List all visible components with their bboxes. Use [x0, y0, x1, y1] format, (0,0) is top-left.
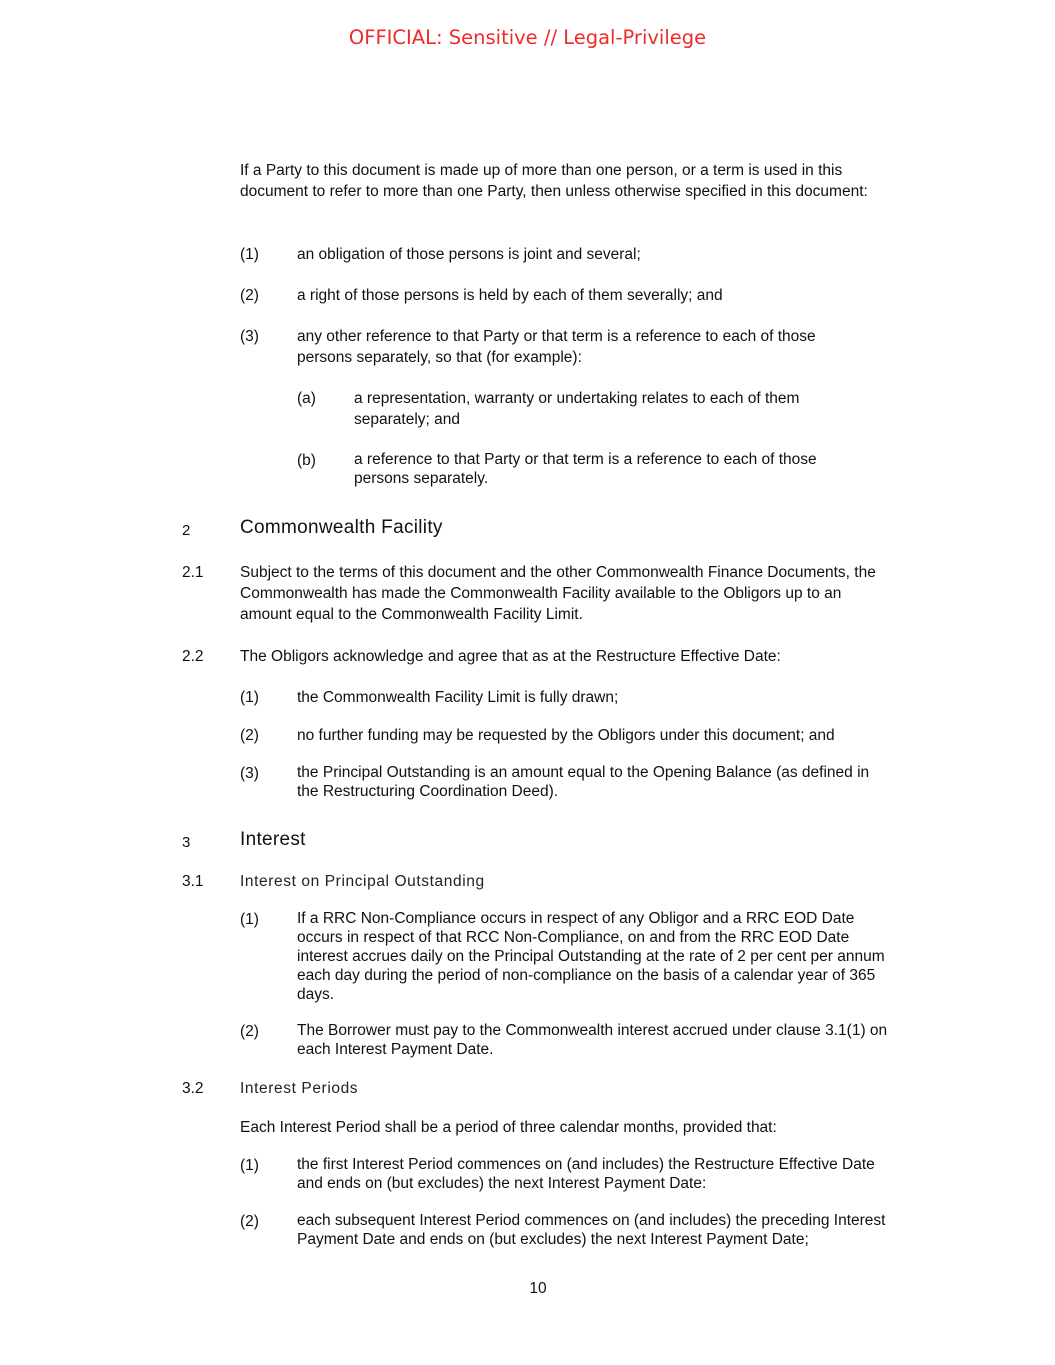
intro-subitem-text: a reference to that Party or that term is a reference to each of those persons separately.: [354, 451, 817, 487]
intro-subitem-text: a representation, warranty or undertaking relates to each of them separately; and: [354, 390, 800, 428]
list-item-number: (1): [240, 1157, 259, 1174]
list-item-text: the Principal Outstanding is an amount equal to the Opening Balance (as defined in the Restructuring Coordination Deed).: [297, 764, 870, 800]
list-item-number: (2): [240, 727, 259, 744]
clause-number: 2.1: [182, 564, 204, 581]
clause-number: 2.2: [182, 648, 204, 665]
list-item-text: no further funding may be requested by the Obligors under this document; and: [297, 727, 835, 744]
list-item-text: the first Interest Period commences on (and includes) the Restructure Effective Date and ends on (but excludes) the next Interest Payment Date:: [297, 1156, 875, 1192]
clause-text: The Obligors acknowledge and agree that as at the Restructure Effective Date:: [240, 648, 781, 665]
list-item-text: each subsequent Interest Period commences on (and includes) the preceding Interest Payment Date and ends on (but excludes) the next Interest Payment Date;: [297, 1212, 886, 1248]
subsection-heading: Interest Periods: [240, 1080, 359, 1097]
list-item-number: (1): [240, 689, 259, 706]
intro-subitem-letter: (a): [297, 390, 316, 407]
subsection-number: 3.1: [182, 873, 204, 890]
subsection-number: 3.2: [182, 1080, 204, 1097]
list-item-number: (2): [240, 1023, 259, 1040]
list-item-text: the Commonwealth Facility Limit is fully drawn;: [297, 689, 619, 706]
intro-item-text: any other reference to that Party or that term is a reference to each of those persons separately, so that (for example):: [297, 328, 816, 366]
intro-item-number: (2): [240, 287, 259, 304]
section-number: 3: [182, 834, 191, 851]
intro-item-number: (1): [240, 246, 259, 263]
list-item-text: If a RRC Non-Compliance occurs in respect of any Obligor and a RRC EOD Date occurs in respect of that RCC Non-Compliance, on and from the RRC EOD Date interest accrues daily on the Principal Outstanding at the rate of 2 per cent per annum each day during the period of non-compliance on the basis of a calendar year of 365 days.: [297, 910, 885, 1003]
intro-item-number: (3): [240, 328, 259, 345]
section-heading: Commonwealth Facility: [240, 517, 443, 538]
list-item-number: (2): [240, 1213, 259, 1230]
intro-item-text: an obligation of those persons is joint and several;: [297, 246, 641, 263]
subsection-heading: Interest on Principal Outstanding: [240, 873, 485, 890]
list-item-text: The Borrower must pay to the Commonwealth interest accrued under clause 3.1(1) on each Interest Payment Date.: [297, 1022, 888, 1058]
intro-item-text: a right of those persons is held by each of them severally; and: [297, 287, 723, 304]
page-number: 10: [529, 1280, 547, 1297]
list-item-number: (1): [240, 911, 259, 928]
clause-text: Subject to the terms of this document and the other Commonwealth Finance Documents, the Commonwealth has made the Commonwealth Facility available to the Obligors up to an amount equal to the Commonwealth Facility Limit.: [240, 564, 876, 623]
list-item-number: (3): [240, 765, 259, 782]
section-number: 2: [182, 522, 191, 539]
intro-paragraph: If a Party to this document is made up of more than one person, or a term is used in this document to refer to more than one Party, then unless otherwise specified in this document:: [240, 162, 868, 200]
subsection-paragraph: Each Interest Period shall be a period of three calendar months, provided that:: [240, 1119, 777, 1136]
section-heading: Interest: [240, 829, 306, 850]
intro-subitem-letter: (b): [297, 452, 316, 469]
classification-marking: OFFICIAL: Sensitive // Legal-Privilege: [348, 26, 707, 49]
